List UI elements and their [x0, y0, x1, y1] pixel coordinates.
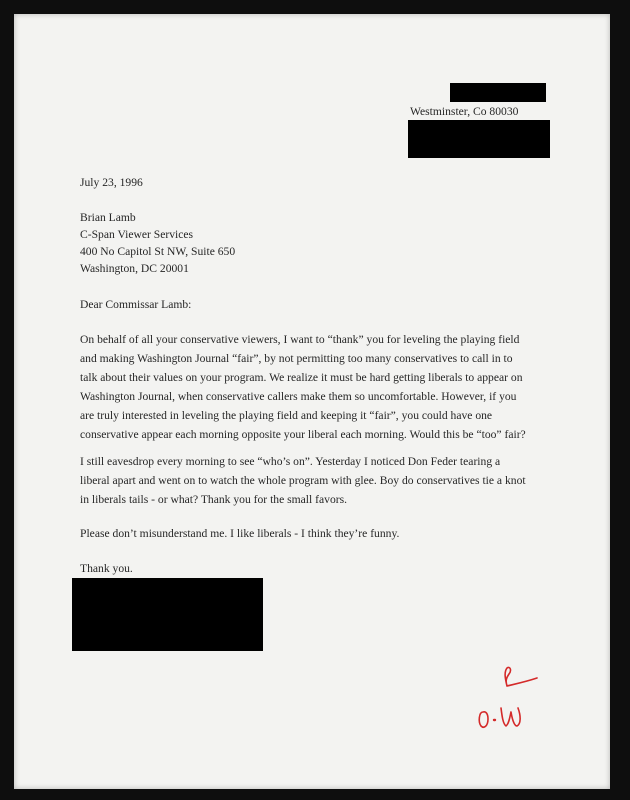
body-paragraph-1 [80, 330, 566, 444]
paragraph-line: and making Washington Journal “fair”, by not permitting too many conservatives to call in to [80, 352, 513, 365]
salutation: Dear Commissar Lamb: [80, 298, 192, 311]
paragraph-line: conservative appear each morning opposite your liberal each morning. Would this be “too” fair? [80, 428, 526, 441]
paragraph-line: in liberals tails - or what? Thank you for the small favors. [80, 493, 348, 506]
redacted-sender-name [450, 83, 546, 102]
paragraph-line: On behalf of all your conservative viewers, I want to “thank” you for leveling the playing field [80, 333, 520, 346]
handwritten-ow-mark [455, 656, 555, 736]
recipient-line: C-Span Viewer Services [80, 228, 194, 241]
closing: Thank you. [80, 562, 133, 575]
letter-date: July 23, 1996 [80, 176, 143, 189]
paragraph-line: Washington Journal, when conservative callers make them so uncomfortable. However, if you [80, 390, 517, 403]
recipient-line: Washington, DC 20001 [80, 262, 189, 275]
handwritten-annotation-icon [455, 656, 555, 741]
paragraph-line: are truly interested in leveling the playing field and keeping it “fair”, you could have one [80, 409, 493, 422]
recipient-name: Brian Lamb [80, 211, 136, 224]
redacted-signature [72, 578, 263, 651]
paragraph-line: talk about their values on your program. We realize it must be hard getting liberals to appear on [80, 371, 523, 384]
paragraph-line: liberal apart and went on to watch the whole program with glee. Boy do conservatives tie a knot [80, 474, 526, 487]
body-paragraph-3 [80, 524, 566, 543]
recipient-line: 400 No Capitol St NW, Suite 650 [80, 245, 236, 258]
paragraph-line: Please don’t misunderstand me. I like liberals - I think they’re funny. [80, 527, 400, 540]
redacted-sender-address [408, 120, 550, 158]
paragraph-line: I still eavesdrop every morning to see “who’s on”. Yesterday I noticed Don Feder tearing a [80, 455, 501, 468]
body-paragraph-2 [80, 452, 566, 509]
sender-city: Westminster, Co 80030 [410, 105, 519, 118]
